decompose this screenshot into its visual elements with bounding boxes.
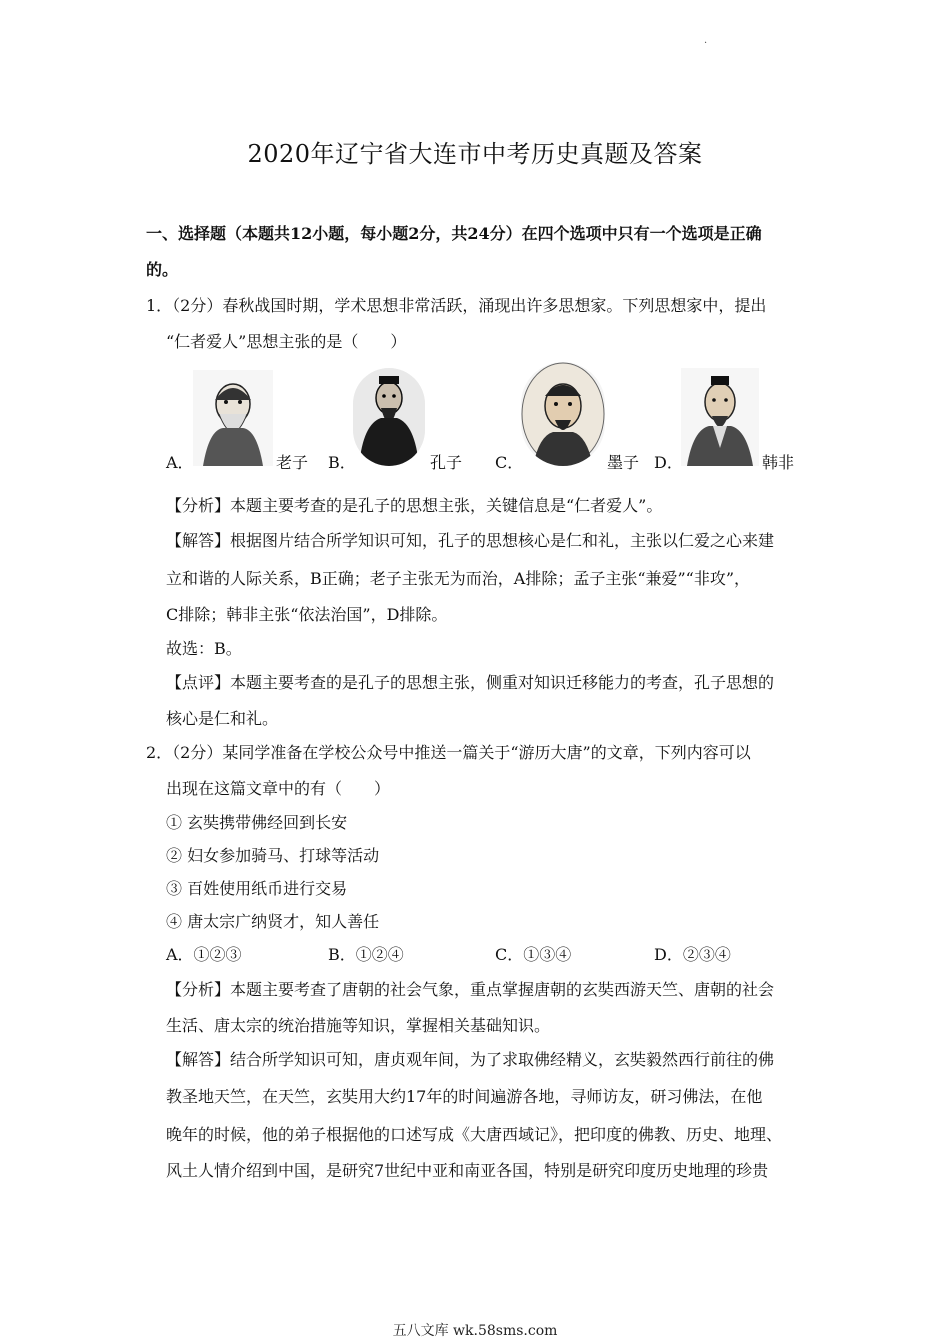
q1-stem-cont: “仁者爱人”思想主张的是（ ） [166, 332, 407, 351]
page-title: 2020年辽宁省大连市中考历史真题及答案 [247, 140, 703, 168]
q2-analysis-line1: 【分析】本题主要考查了唐朝的社会气象，重点掌握唐朝的玄奘西游天竺、唐朝的社会 [166, 980, 775, 999]
q2-item-1: ① 玄奘携带佛经回到长安 [166, 813, 348, 832]
q1-comment-line1: 【点评】本题主要考查的是孔子的思想主张，侧重对知识迁移能力的考查，孔子思想的 [166, 673, 775, 692]
footer-watermark: 五八文库 wk.58sms.com [392, 1323, 558, 1339]
q2-answer-line1: 【解答】结合所学知识可知，唐贞观年间，为了求取佛经精义，玄奘毅然西行前往的佛 [166, 1050, 775, 1069]
q2-answer-line3: 晚年的时候，他的弟子根据他的口述写成《大唐西域记》，把印度的佛教、历史、地理、 [166, 1125, 783, 1144]
q1-answer-line3: C排除；韩非主张“依法治国”，D排除。 [166, 605, 448, 624]
q2-item-3: ③ 百姓使用纸币进行交易 [166, 879, 348, 898]
page-dot: · [704, 38, 708, 49]
q1-analysis: 【分析】本题主要考查的是孔子的思想主张，关键信息是“仁者爱人”。 [166, 496, 663, 515]
q2-option-c: C．①③④ [495, 945, 572, 964]
q1-comment-line2: 核心是仁和礼。 [166, 709, 279, 728]
q1-choice: 故选：B。 [166, 639, 242, 658]
q1-option-a-name: 老子 [276, 453, 309, 472]
q2-item-2: ② 妇女参加骑马、打球等活动 [166, 846, 380, 865]
q1-answer-line2: 立和谐的人际关系，B正确；老子主张无为而治，A排除；孟子主张“兼爱”“非攻”， [166, 569, 751, 588]
q2-answer-line2: 教圣地天竺，在天竺，玄奘用大约17年的时间遍游各地，寻师访友，研习佛法，在他 [166, 1087, 763, 1106]
q1-option-d-name: 韩非 [762, 453, 795, 472]
q2-answer-line4: 风土人情介绍到中国，是研究7世纪中亚和南亚各国，特别是研究印度历史地理的珍贵 [166, 1161, 769, 1180]
section-heading: 一、选择题（本题共12小题，每小题2分，共24分）在四个选项中只有一个选项是正确 [146, 224, 762, 243]
q1-option-c-name: 墨子 [607, 453, 640, 472]
q1-option-b-name: 孔子 [430, 453, 463, 472]
kongzi-portrait [353, 368, 425, 466]
q1-option-a-letter: A． [166, 453, 194, 472]
q1-stem: 1．（2分）春秋战国时期，学术思想非常活跃，涌现出许多思想家。下列思想家中，提出 [146, 296, 767, 315]
q2-stem-cont: 出现在这篇文章中的有（ ） [166, 779, 391, 798]
q2-option-a: A．①②③ [166, 945, 242, 964]
q2-option-d: D．②③④ [654, 945, 731, 964]
section-heading-cont: 的。 [146, 260, 179, 279]
mozi-portrait [521, 362, 605, 466]
q1-option-c-letter: C． [495, 453, 524, 472]
q2-analysis-line2: 生活、唐太宗的统治措施等知识，掌握相关基础知识。 [166, 1016, 551, 1035]
q2-stem: 2．（2分）某同学准备在学校公众号中推送一篇关于“游历大唐”的文章，下列内容可以 [146, 743, 751, 762]
q1-option-d-letter: D． [654, 453, 683, 472]
q1-answer-line1: 【解答】根据图片结合所学知识可知，孔子的思想核心是仁和礼，主张以仁爱之心来建 [166, 531, 775, 550]
laozi-portrait [193, 370, 273, 466]
q2-item-4: ④ 唐太宗广纳贤才，知人善任 [166, 912, 380, 931]
q2-option-b: B．①②④ [328, 945, 404, 964]
q1-option-b-letter: B． [328, 453, 356, 472]
hanfei-portrait [681, 368, 759, 466]
